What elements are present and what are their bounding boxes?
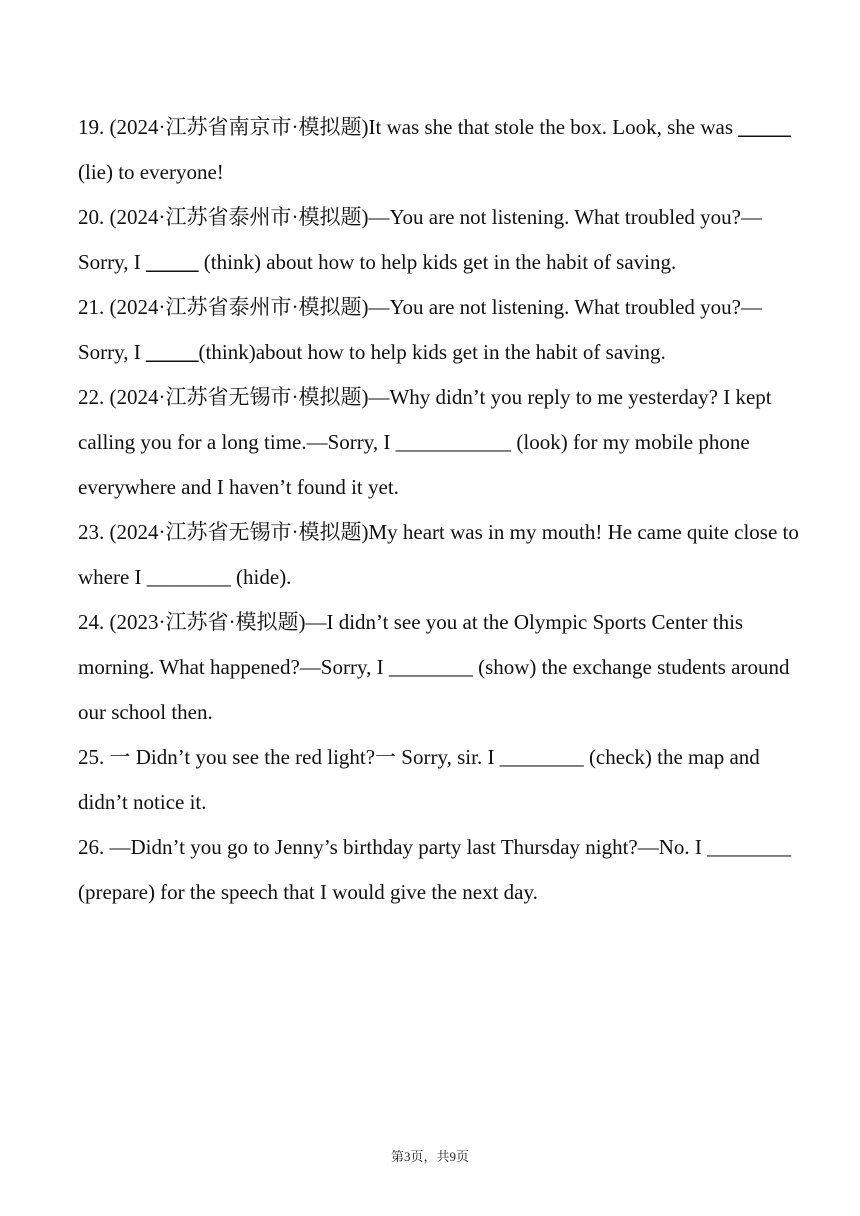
question-text: 24. (2023·江苏省·模拟题)—I didn’t see you at the Olympic Sports Center this morning. What happened?—Sorry, I ________ (show) the exchange students around our school then. [78,610,795,724]
question-text-tail: (lie) to everyone! [78,115,796,184]
question-text: 22. (2024·江苏省无锡市·模拟题)—Why didn’t you reply to me yesterday? I kept calling you for a long time.—Sorry, I ___________ (look) for my mobile phone everywhere and I haven’t found it yet. [78,385,777,499]
question-19 [78,105,808,195]
answer-blank: _____ [738,115,791,139]
question-25 [78,735,808,825]
question-26 [78,825,808,915]
question-text: 25. 一 Didn’t you see the red light?一 Sorry, sir. I ________ (check) the map and didn’t notice it. [78,745,766,814]
question-text: 23. (2024·江苏省无锡市·模拟题)My heart was in my mouth! He came quite close to where I ________ (hide). [78,520,805,589]
question-text: 26. —Didn’t you go to Jenny’s birthday party last Thursday night?—No. I ________ (prepare) for the speech that I would give the next day. [78,835,797,904]
question-list [78,105,808,915]
question-text: 21. (2024·江苏省泰州市·模拟题)—You are not listening. What troubled you?—Sorry, I [78,295,762,364]
question-21 [78,285,808,375]
question-22 [78,375,808,510]
answer-blank: _____ [146,340,199,364]
question-text: 20. (2024·江苏省泰州市·模拟题)—You are not listening. What troubled you?—Sorry, I [78,205,762,274]
question-23 [78,510,808,600]
question-text-tail: (think)about how to help kids get in the habit of saving. [198,340,666,364]
question-24 [78,600,808,735]
answer-blank: _____ [146,250,199,274]
page-number-footer: 第3页，共9页 [390,1149,469,1164]
question-text: 19. (2024·江苏省南京市·模拟题)It was she that stole the box. Look, she was [78,115,739,139]
question-20 [78,195,808,285]
question-text-tail: (think) about how to help kids get in the habit of saving. [198,250,677,274]
